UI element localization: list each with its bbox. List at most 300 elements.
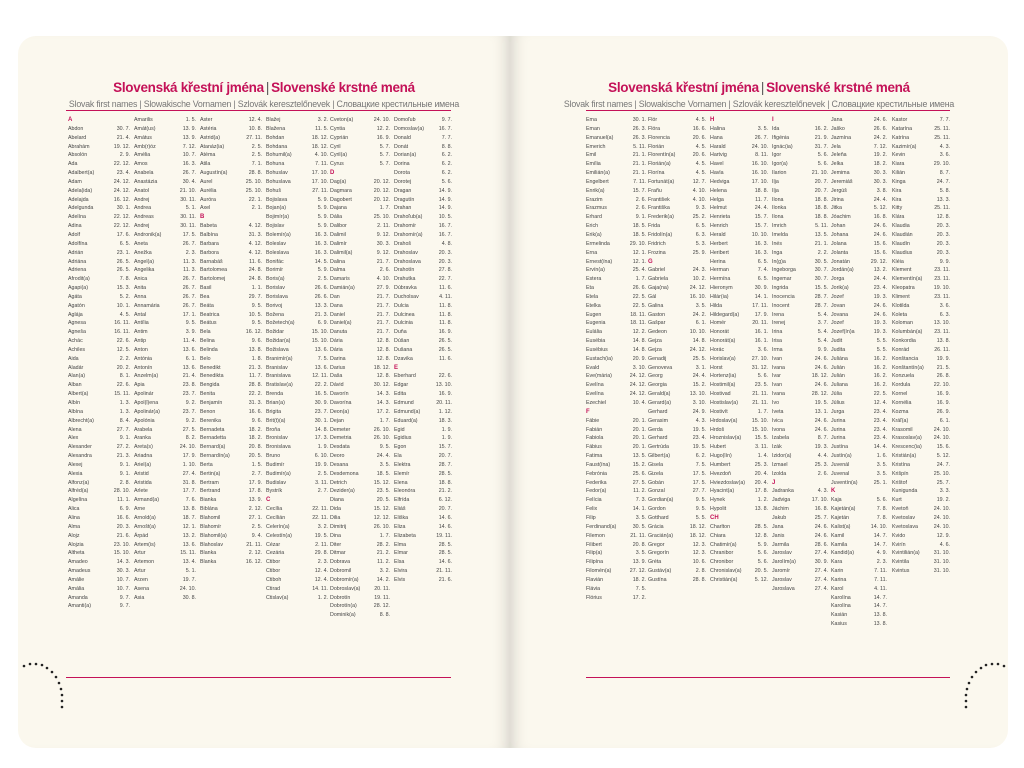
name-day-date: 26. 10. bbox=[373, 426, 390, 433]
name-day-date: 30. 3. bbox=[873, 170, 887, 177]
name-day-entry bbox=[710, 523, 768, 532]
name-day-entry bbox=[200, 275, 262, 284]
name-day-date: 10. 10. bbox=[751, 231, 768, 238]
name-day-entry bbox=[266, 426, 328, 435]
name-day-entry bbox=[134, 284, 196, 293]
name-day-entry bbox=[772, 372, 828, 381]
name-day-entry bbox=[586, 355, 646, 364]
first-name: Amátus bbox=[134, 134, 152, 141]
name-day-date: 21. 11. bbox=[752, 400, 768, 406]
name-day-entry bbox=[134, 505, 196, 514]
first-name: Adelajda bbox=[68, 196, 89, 203]
name-day-entry bbox=[892, 390, 950, 399]
name-day-entry bbox=[200, 328, 262, 337]
name-day-entry bbox=[710, 567, 768, 576]
name-day-date: 14. 1. bbox=[632, 506, 646, 513]
first-name: Irisa bbox=[772, 338, 783, 345]
name-day-entry bbox=[831, 319, 887, 328]
name-day-date: 14. 3. bbox=[116, 559, 130, 566]
name-day-entry bbox=[200, 196, 262, 205]
first-name: Egid bbox=[394, 426, 405, 433]
name-day-date: 18. 2. bbox=[873, 161, 887, 168]
name-day-entry bbox=[200, 231, 262, 240]
first-name: Juvenal bbox=[831, 470, 850, 477]
name-day-entry bbox=[892, 240, 950, 249]
name-day-date: 17. 10. bbox=[811, 497, 828, 504]
name-day-date: 21. 7. bbox=[376, 320, 390, 327]
first-name: Elektra bbox=[394, 461, 411, 468]
name-day-date: 27. 5. bbox=[182, 426, 196, 433]
first-name: Kamil bbox=[831, 532, 845, 539]
name-day-entry bbox=[68, 258, 130, 267]
name-day-entry bbox=[772, 532, 828, 541]
name-day-date: 30. 1. bbox=[632, 117, 646, 123]
name-day-entry bbox=[831, 594, 887, 603]
name-day-entry bbox=[831, 611, 887, 620]
name-day-entry bbox=[394, 576, 452, 585]
first-name: Albín bbox=[68, 400, 81, 406]
first-name: Dina bbox=[330, 532, 341, 539]
name-day-date: 1. 2. bbox=[757, 497, 768, 504]
name-day-date: 24. 4. bbox=[692, 373, 706, 380]
name-day-entry bbox=[892, 372, 950, 381]
first-name: Inga bbox=[772, 249, 783, 256]
name-day-entry bbox=[330, 505, 390, 514]
first-name: Jana bbox=[831, 117, 843, 123]
name-day-date: 1. 7. bbox=[757, 408, 768, 415]
names-column bbox=[648, 116, 706, 585]
name-day-date: 17. 9. bbox=[754, 311, 768, 318]
name-day-date: 23. 7. bbox=[182, 408, 196, 415]
name-day-entry bbox=[200, 523, 262, 532]
name-day-entry bbox=[68, 408, 130, 417]
name-day-date: 26. 7. bbox=[754, 134, 768, 141]
name-day-entry bbox=[710, 143, 768, 152]
name-day-date: 13. 8. bbox=[936, 338, 950, 345]
name-day-entry bbox=[892, 434, 950, 443]
first-name: Berenika bbox=[200, 417, 221, 424]
name-day-date: 2. 11. bbox=[377, 223, 390, 230]
first-name: Astéria bbox=[200, 125, 217, 132]
name-day-entry bbox=[200, 399, 262, 408]
first-name: Benedikta bbox=[200, 373, 224, 380]
first-name: Halina bbox=[710, 125, 726, 132]
name-day-entry bbox=[330, 532, 390, 541]
name-day-date: 18. 2. bbox=[632, 576, 646, 583]
first-name: Adalbert(a) bbox=[68, 170, 95, 177]
first-name: Alica bbox=[68, 506, 80, 513]
first-name: Ctislav(a) bbox=[266, 594, 289, 601]
name-day-entry bbox=[330, 222, 390, 231]
name-day-entry bbox=[330, 231, 390, 240]
name-day-date: 21. 1. bbox=[632, 152, 646, 159]
name-day-entry bbox=[710, 549, 768, 558]
first-name: Alma bbox=[68, 523, 81, 530]
name-day-entry bbox=[200, 337, 262, 346]
name-day-entry bbox=[330, 514, 390, 523]
name-day-date: 19. 12. bbox=[113, 143, 130, 150]
name-day-date: 2. 9. bbox=[119, 152, 130, 159]
first-name: Drahutka bbox=[394, 276, 416, 283]
name-day-date: 24. 10. bbox=[933, 514, 950, 521]
name-day-entry bbox=[772, 249, 828, 258]
name-day-entry bbox=[200, 558, 262, 567]
first-name: Boleslava bbox=[266, 249, 289, 256]
first-name: Blahomil(a) bbox=[200, 532, 227, 539]
name-day-date: 18. 12. bbox=[373, 364, 390, 371]
name-day-entry bbox=[394, 178, 452, 187]
first-name: Klaudius bbox=[892, 249, 913, 256]
first-name: Evald bbox=[586, 364, 600, 371]
name-day-entry bbox=[772, 134, 828, 143]
first-name: Ingeborga bbox=[772, 267, 796, 274]
name-day-entry bbox=[330, 585, 390, 594]
name-day-entry bbox=[892, 541, 950, 550]
name-day-entry bbox=[68, 514, 130, 523]
first-name: Dobromil bbox=[330, 568, 352, 575]
letter-heading-label: D bbox=[330, 170, 335, 177]
name-day-entry bbox=[710, 293, 768, 302]
name-day-entry bbox=[394, 187, 452, 196]
name-day-entry bbox=[892, 311, 950, 320]
name-day-entry bbox=[892, 187, 950, 196]
first-name: Jáchim bbox=[772, 506, 789, 513]
name-day-date: 24. 12. bbox=[629, 373, 646, 380]
name-day-entry bbox=[394, 293, 452, 302]
first-name: Jonatán bbox=[831, 258, 850, 265]
name-day-entry bbox=[586, 328, 646, 337]
first-name: Kvetoň bbox=[892, 506, 909, 513]
name-day-date: 3. 10. bbox=[692, 400, 706, 406]
name-day-date: 29. 10. bbox=[933, 161, 950, 168]
first-name: Antónia bbox=[134, 355, 152, 362]
right-page bbox=[510, 36, 1008, 748]
name-day-date: 3. 3. bbox=[939, 488, 950, 495]
first-name: Artemon bbox=[134, 559, 155, 566]
name-day-entry bbox=[266, 125, 328, 134]
name-day-entry bbox=[394, 426, 452, 435]
name-day-entry bbox=[394, 125, 452, 134]
first-name: Jitka bbox=[831, 205, 842, 212]
name-day-entry bbox=[772, 558, 828, 567]
name-day-date: 11. 7. bbox=[249, 373, 262, 380]
name-day-date: 12. 2. bbox=[632, 329, 646, 336]
name-day-date: 14. 4. bbox=[873, 444, 887, 451]
name-day-date: 16. 10. bbox=[689, 293, 706, 300]
name-day-date: 15. 12. bbox=[373, 479, 390, 486]
name-day-date: 13. 8. bbox=[754, 506, 768, 513]
name-day-entry bbox=[134, 222, 196, 231]
name-day-date: 26. 3. bbox=[632, 125, 646, 132]
name-day-entry bbox=[330, 381, 390, 390]
name-day-date: 25. 7. bbox=[814, 514, 828, 521]
name-day-entry bbox=[134, 125, 196, 134]
name-day-date: 15. 10. bbox=[311, 329, 328, 336]
name-day-entry bbox=[200, 496, 262, 505]
first-name: Dobrotín bbox=[330, 594, 351, 601]
first-name: Beátus bbox=[200, 320, 217, 327]
first-name: Amálie bbox=[68, 576, 85, 583]
name-day-entry bbox=[710, 187, 768, 196]
name-day-entry bbox=[586, 434, 646, 443]
first-name: Adelgunda bbox=[68, 205, 94, 212]
name-day-date: 6. 5. bbox=[757, 258, 768, 265]
name-day-date: 3. 8. bbox=[876, 187, 887, 194]
first-name: Gabriel bbox=[648, 267, 666, 274]
first-name: Borislav bbox=[266, 285, 285, 292]
name-day-entry bbox=[710, 505, 768, 514]
name-day-entry bbox=[68, 434, 130, 443]
name-day-date: 15. 6. bbox=[873, 249, 887, 256]
name-day-entry bbox=[134, 364, 196, 373]
name-day-date: 14. 1. bbox=[754, 293, 768, 300]
first-name: Henrieta bbox=[710, 214, 731, 221]
name-day-date: 23. 4. bbox=[873, 435, 887, 442]
name-day-date: 11. 2. bbox=[633, 488, 646, 495]
name-day-entry bbox=[710, 372, 768, 381]
first-name: Ctirad bbox=[266, 585, 281, 592]
first-name: Andronik(a) bbox=[134, 231, 162, 238]
name-day-entry bbox=[394, 213, 452, 222]
name-day-entry bbox=[710, 470, 768, 479]
name-day-date: 18. 8. bbox=[814, 205, 828, 212]
first-name: Ela bbox=[394, 453, 402, 460]
letter-heading-label: CH bbox=[710, 514, 719, 521]
name-day-entry bbox=[772, 452, 828, 461]
name-day-entry bbox=[648, 169, 706, 178]
first-name: Chatimír(a) bbox=[710, 541, 737, 548]
name-day-entry bbox=[266, 541, 328, 550]
name-day-date: 23. 4. bbox=[873, 408, 887, 415]
first-name: Kitty bbox=[892, 205, 903, 212]
first-name: Anatol bbox=[134, 187, 150, 194]
name-day-entry bbox=[648, 434, 706, 443]
first-name: Danuta bbox=[330, 329, 348, 336]
name-day-date: 21. 7. bbox=[376, 311, 390, 318]
name-day-date: 10. 5. bbox=[438, 214, 452, 221]
name-day-entry bbox=[586, 319, 646, 328]
name-day-entry bbox=[710, 346, 768, 355]
first-name: Klára bbox=[892, 214, 905, 221]
name-day-entry bbox=[330, 576, 390, 585]
name-day-date: 29. 10. bbox=[629, 240, 646, 247]
first-name: Antília bbox=[134, 320, 149, 327]
first-name: Emilián(a) bbox=[586, 170, 610, 177]
letter-heading-label: K bbox=[831, 488, 836, 495]
name-day-date: 14. 6. bbox=[438, 514, 452, 521]
name-day-entry bbox=[330, 417, 390, 426]
name-day-entry bbox=[648, 479, 706, 488]
first-name: Klement bbox=[892, 267, 912, 274]
name-day-date: 18. 12. bbox=[689, 532, 706, 539]
first-name: Dragutín bbox=[394, 196, 415, 203]
first-name: Dzavika bbox=[394, 355, 413, 362]
first-name: Antonín bbox=[134, 364, 153, 371]
first-name: Irenej bbox=[772, 320, 786, 327]
name-day-entry bbox=[330, 399, 390, 408]
first-name: Alfonz(a) bbox=[68, 479, 90, 486]
name-day-date: 24. 6. bbox=[814, 417, 828, 424]
name-day-date: 26. 7. bbox=[182, 240, 196, 247]
name-day-date: 28. 5. bbox=[438, 470, 452, 477]
first-name: Fábie bbox=[586, 417, 600, 424]
name-day-date: 30. 3. bbox=[873, 178, 887, 185]
name-day-date: 12. 1. bbox=[632, 258, 646, 265]
page-title bbox=[18, 80, 510, 95]
name-day-entry bbox=[394, 196, 452, 205]
first-name: Desana bbox=[330, 461, 349, 468]
name-day-entry bbox=[710, 417, 768, 426]
name-day-date: 9. 2. bbox=[185, 400, 196, 406]
name-day-date: 26. 7. bbox=[182, 285, 196, 292]
name-day-date: 23. 7. bbox=[314, 408, 328, 415]
name-day-entry bbox=[892, 231, 950, 240]
name-day-date: 14. 7. bbox=[873, 541, 887, 548]
name-day-entry bbox=[586, 116, 646, 125]
name-day-entry bbox=[200, 240, 262, 249]
name-day-date: 20. 7. bbox=[814, 178, 828, 185]
name-day-entry bbox=[586, 594, 646, 603]
first-name: Božetech(a) bbox=[266, 320, 295, 327]
name-day-date: 25. 9. bbox=[692, 249, 706, 256]
name-day-date: 5. 12. bbox=[873, 205, 887, 212]
name-day-date: 30. 5. bbox=[814, 258, 828, 265]
first-name: Abrahám bbox=[68, 143, 90, 150]
name-day-date: 7. 4. bbox=[757, 267, 768, 274]
first-name: Anica bbox=[134, 276, 148, 283]
name-day-entry bbox=[68, 319, 130, 328]
name-day-date: 24. 10. bbox=[933, 435, 950, 442]
first-name: Ivan bbox=[772, 382, 783, 389]
name-day-entry bbox=[68, 151, 130, 160]
first-name: Jela bbox=[831, 143, 841, 150]
name-day-entry bbox=[772, 390, 828, 399]
name-day-date: 17. 8. bbox=[754, 488, 768, 495]
name-day-entry bbox=[831, 381, 887, 390]
name-day-date: 4. 12. bbox=[248, 240, 262, 247]
name-day-entry bbox=[266, 328, 328, 337]
name-day-entry bbox=[394, 372, 452, 381]
name-day-date: 19. 11. bbox=[436, 532, 452, 539]
name-day-entry bbox=[772, 302, 828, 311]
title-separator: | bbox=[760, 80, 765, 95]
name-day-date: 25. 1. bbox=[873, 479, 887, 486]
first-name: Egidius bbox=[394, 435, 412, 442]
name-day-entry bbox=[831, 266, 887, 275]
name-day-date: 24. 12. bbox=[113, 187, 130, 194]
name-day-entry bbox=[134, 160, 196, 169]
name-day-date: 24. 8. bbox=[248, 267, 262, 274]
name-day-entry bbox=[266, 532, 328, 541]
first-name: Afrodit(a) bbox=[68, 276, 90, 283]
name-day-entry bbox=[586, 151, 646, 160]
first-name: Kráľ(a) bbox=[892, 417, 909, 424]
name-day-date: 23. 4. bbox=[873, 285, 887, 292]
name-day-entry bbox=[394, 302, 452, 311]
name-day-date: 17. 5. bbox=[692, 470, 706, 477]
name-day-date: 11. 6. bbox=[249, 258, 262, 265]
name-day-date: 21. 10. bbox=[811, 170, 828, 177]
first-name: Chranibor bbox=[710, 550, 734, 557]
name-day-entry bbox=[772, 487, 828, 496]
name-day-entry bbox=[772, 284, 828, 293]
name-day-date: 21. 1. bbox=[814, 240, 828, 247]
first-name: Eusébius bbox=[586, 346, 608, 353]
name-day-entry bbox=[648, 187, 706, 196]
name-day-entry bbox=[772, 187, 828, 196]
first-name: Bertin(a) bbox=[200, 470, 221, 477]
first-name: Achác bbox=[68, 338, 83, 345]
first-name: Dag(a) bbox=[330, 178, 347, 185]
first-name: Brit(t)(a) bbox=[266, 417, 286, 424]
first-name: Krišpín bbox=[892, 470, 909, 477]
name-day-entry bbox=[394, 514, 452, 523]
first-name: Božislava bbox=[266, 346, 289, 353]
first-name: Jaroslava bbox=[772, 585, 795, 592]
name-day-date: 12. 8. bbox=[376, 373, 390, 380]
name-day-entry bbox=[586, 266, 646, 275]
first-name: Damaris bbox=[330, 276, 350, 283]
first-name: Kornel bbox=[892, 391, 908, 398]
first-name: Alex bbox=[68, 435, 79, 442]
name-day-date: 16. 2. bbox=[873, 382, 887, 389]
name-day-date: 25. 4. bbox=[632, 267, 646, 274]
name-day-entry bbox=[586, 178, 646, 187]
name-day-entry bbox=[648, 390, 706, 399]
name-day-date: 6. 1. bbox=[695, 320, 706, 327]
first-name: Felícia bbox=[586, 497, 602, 504]
name-day-entry bbox=[330, 125, 390, 134]
first-name: Adelína bbox=[68, 214, 86, 221]
footer-rule bbox=[586, 677, 950, 678]
name-day-date: 22. 5. bbox=[873, 391, 887, 398]
name-day-date: 23. 4. bbox=[116, 170, 130, 177]
name-day-entry bbox=[200, 160, 262, 169]
name-day-date: 8. 8. bbox=[379, 612, 390, 619]
name-day-entry bbox=[266, 549, 328, 558]
first-name: Krištof bbox=[892, 479, 908, 486]
name-day-entry bbox=[648, 231, 706, 240]
first-name: Honorát bbox=[710, 329, 729, 336]
name-day-date: 27. 4. bbox=[182, 470, 196, 477]
name-day-date: 9. 12. bbox=[376, 231, 390, 238]
name-day-entry bbox=[394, 549, 452, 558]
name-day-date: 5. 4. bbox=[817, 338, 828, 345]
first-name: Filip bbox=[586, 514, 596, 521]
letter-heading bbox=[710, 116, 768, 125]
first-name: Albert(a) bbox=[68, 391, 89, 398]
first-name: Dária bbox=[330, 338, 343, 345]
first-name: Aristid bbox=[134, 470, 149, 477]
name-day-entry bbox=[648, 134, 706, 143]
name-day-entry bbox=[330, 116, 390, 125]
first-name: Absolón bbox=[68, 152, 88, 159]
name-day-date: 6. 3. bbox=[939, 311, 950, 318]
name-day-entry bbox=[266, 576, 328, 585]
first-name: Branislav bbox=[266, 364, 288, 371]
first-name: Ariadna bbox=[134, 453, 153, 460]
first-name: Fridolín(a) bbox=[648, 231, 673, 238]
first-name: Dária bbox=[330, 346, 343, 353]
name-day-date: 22. 6. bbox=[438, 373, 452, 380]
name-day-date: 11. 6. bbox=[439, 355, 452, 362]
name-day-date: 1. 9. bbox=[441, 435, 452, 442]
name-day-date: 7. 5. bbox=[635, 585, 646, 592]
name-day-entry bbox=[648, 532, 706, 541]
first-name: Božidar bbox=[266, 329, 284, 336]
first-name: Dulcinia bbox=[394, 320, 413, 327]
first-name: Eulália bbox=[586, 329, 602, 336]
